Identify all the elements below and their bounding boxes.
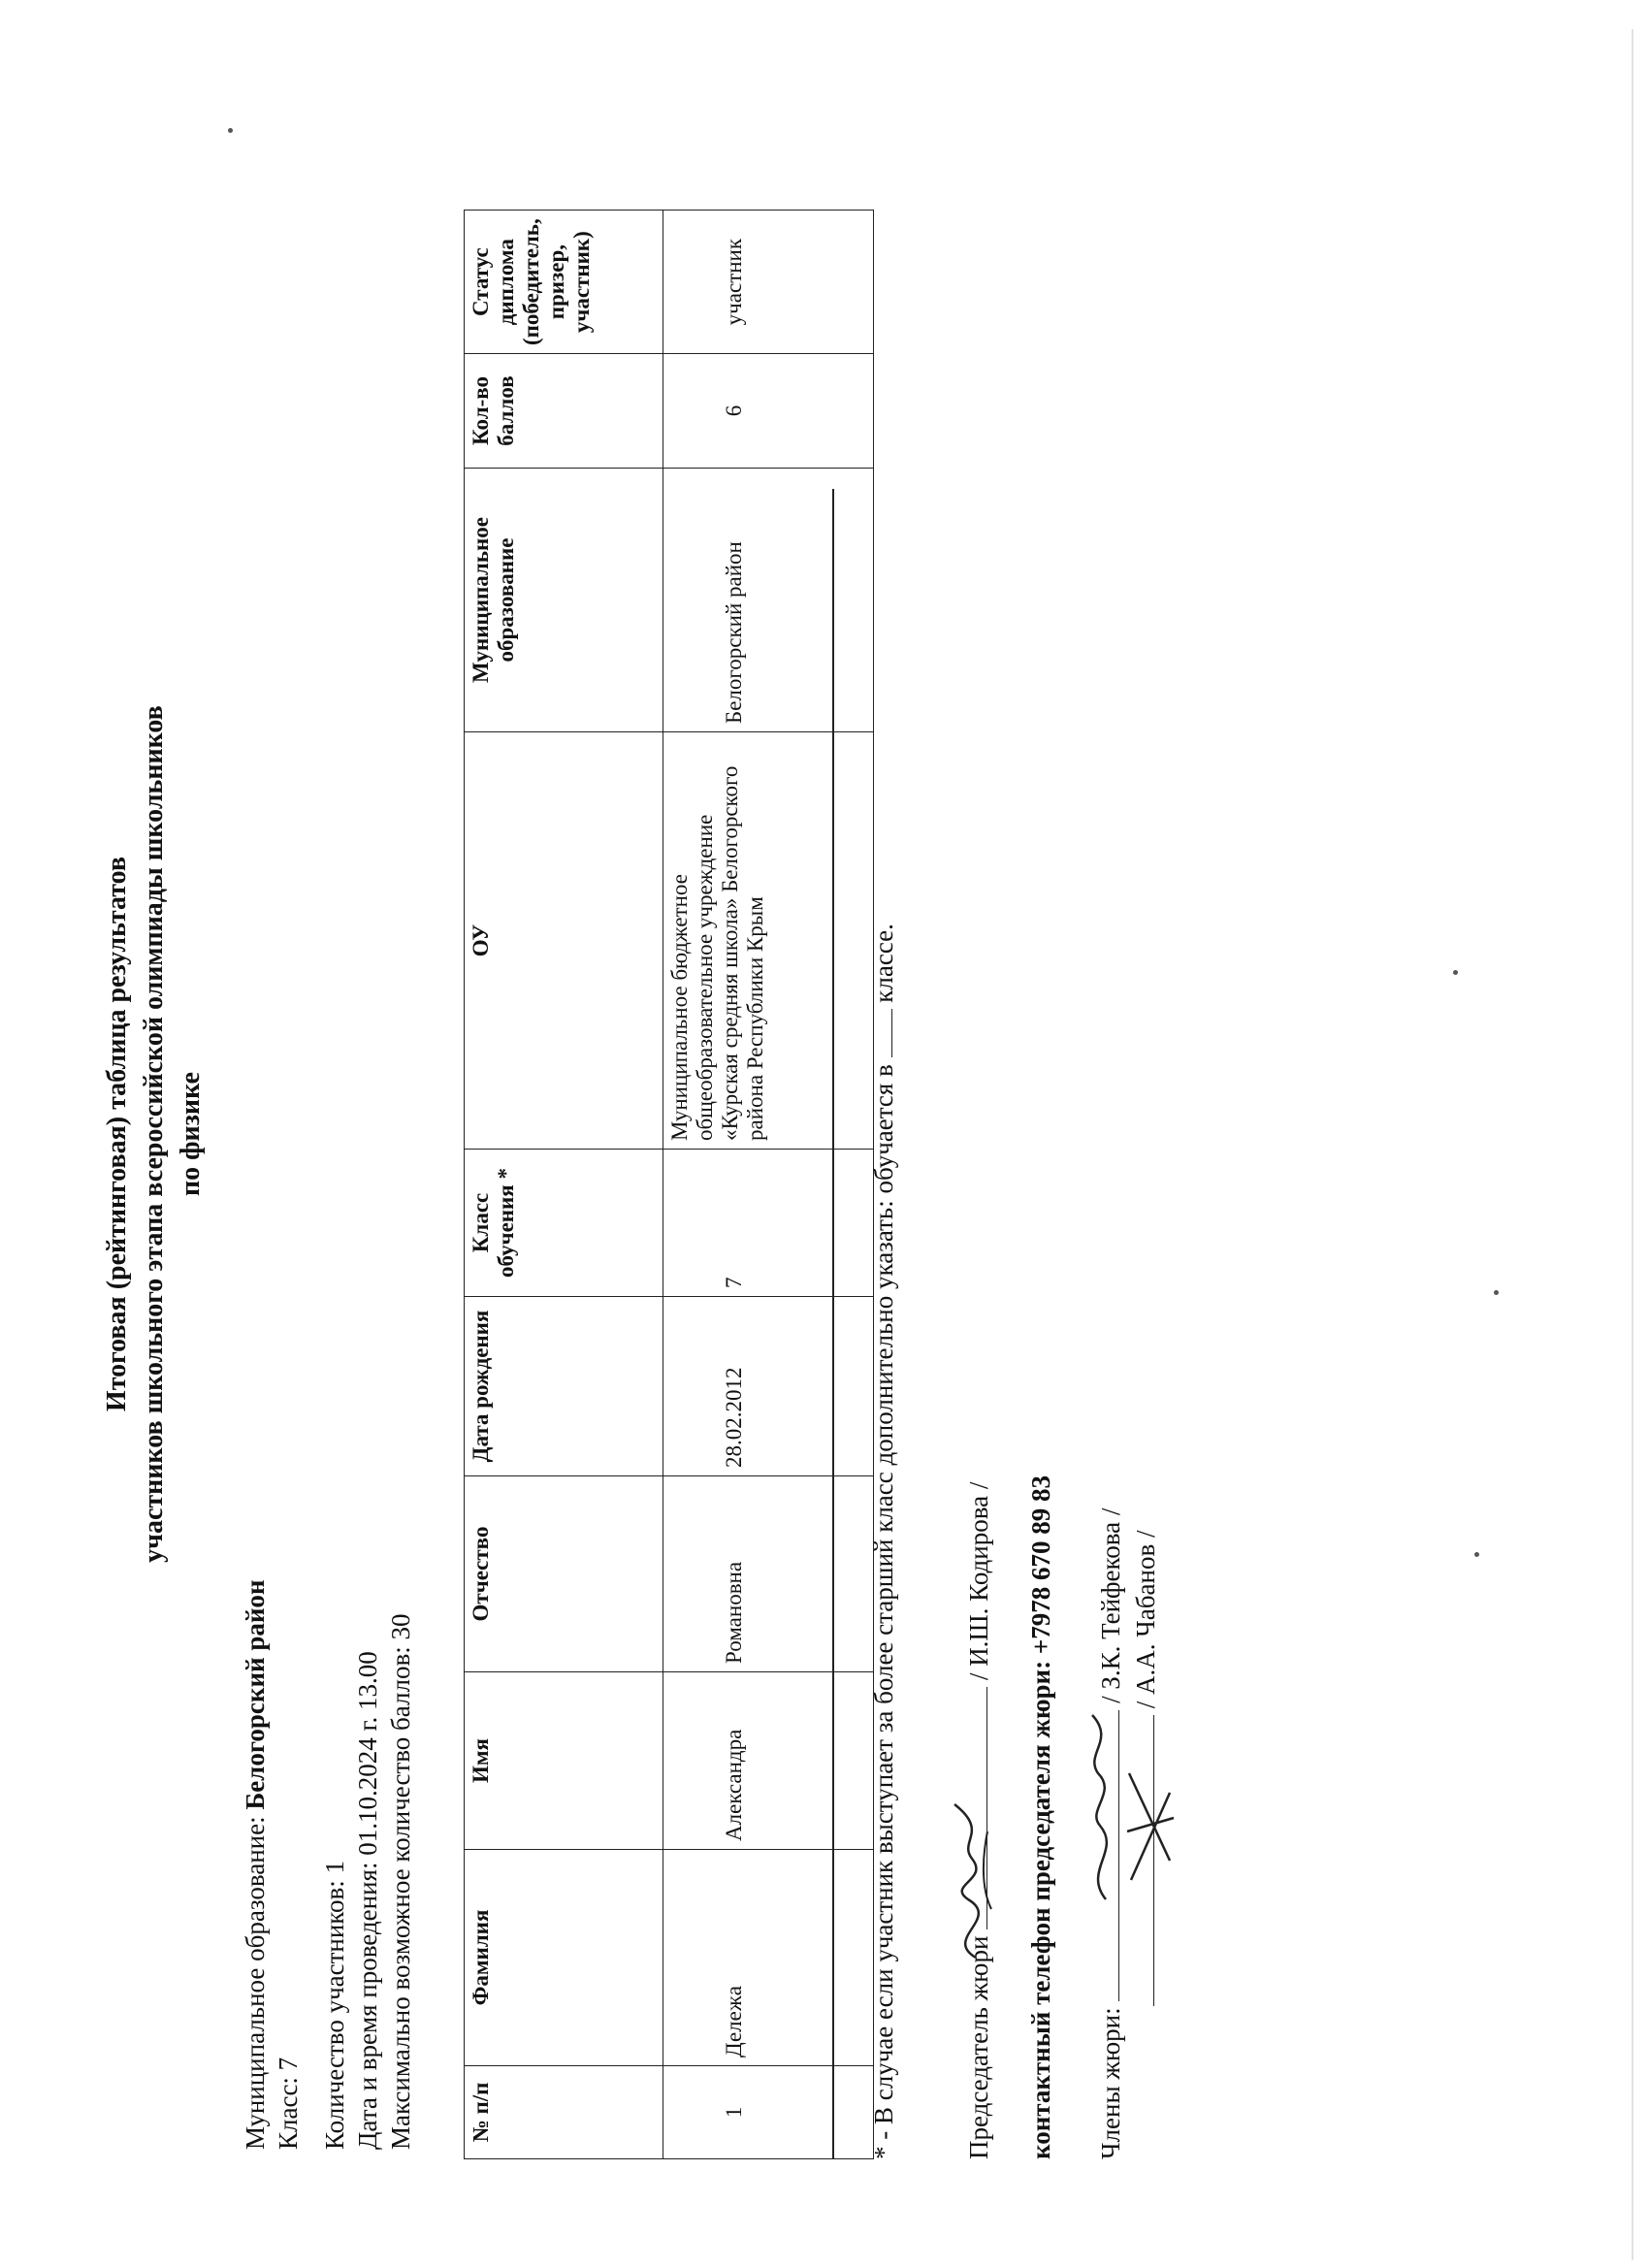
cell-municipality: Белогорский район (663, 469, 874, 732)
chair-label: Председатель жюри (964, 1935, 993, 2159)
separator-rule (832, 489, 834, 2159)
cell-score: 6 (663, 354, 874, 469)
cell-surname: Дележа (663, 1850, 874, 2066)
header-name: Имя (465, 1672, 663, 1850)
phone-value: +7978 670 89 83 (1026, 1475, 1055, 1655)
header-birth-date: Дата рождения (465, 1297, 663, 1476)
doc-title-line1: Итоговая (рейтинговая) таблица результатов (102, 856, 132, 1412)
doc-title-line3: по физике (176, 1072, 206, 1196)
phone-label: контактный телефон председателя жюри: (1026, 1660, 1055, 2159)
header-school: ОУ (465, 732, 663, 1150)
header-municipality: Муниципальное образование (465, 469, 663, 732)
table-row (663, 211, 874, 2159)
member-signatures (1073, 1705, 1180, 1919)
member2-name: / А.А. Чабанов / (1131, 1530, 1160, 1709)
table-header-row (465, 211, 663, 2159)
header-patronymic: Отчество (465, 1476, 663, 1672)
municipality-label: Муниципальное образование: (241, 1816, 270, 2150)
member1-name: / З.К. Тейфекова / (1096, 1507, 1125, 1703)
cell-birth-date: 28.02.2012 (663, 1297, 874, 1476)
cell-class: 7 (663, 1150, 874, 1297)
results-table (464, 210, 874, 2159)
footnote (869, 923, 898, 2159)
municipality-value: Белогорский район (241, 1579, 270, 1810)
members-label: Члены жюри: (1096, 2007, 1125, 2159)
cell-patronymic: Романовна (663, 1476, 874, 1672)
class-line: Класс: 7 (274, 2057, 303, 2150)
cell-school: Муниципальное бюджетное общеобразовательное учреждение «Курская средняя школа» Белогорского района Республики Крым (663, 732, 874, 1150)
cell-num: 1 (663, 2066, 874, 2159)
cell-name: Александра (663, 1672, 874, 1850)
date-line: Дата и время проведения: 01.10.2024 г. 13.00 (353, 1651, 382, 2150)
cell-status: участник (663, 211, 874, 354)
header-num: № п/п (465, 2066, 663, 2159)
participants-count-line: Количество участников: 1 (320, 1860, 349, 2150)
header-status: Статус диплома (победитель, призер, участник) (465, 211, 663, 354)
municipality-line (241, 1580, 270, 2150)
header-surname: Фамилия (465, 1850, 663, 2066)
header-score: Кол-во баллов (465, 354, 663, 469)
chair-name: / И.Ш. Кодирова / (964, 1481, 993, 1681)
max-score-line: Максимально возможное количество баллов: 30 (386, 1613, 415, 2150)
phone-line (1026, 1475, 1055, 2159)
footnote-blank (870, 1009, 892, 1057)
footnote-text: * - В случае если участник выступает за более старший класс дополнительно указать: обучается в (869, 1064, 898, 2159)
footnote-tail: классе. (869, 923, 898, 1003)
chair-signature (933, 1783, 1011, 1977)
header-class: Класс обучения * (465, 1150, 663, 1297)
doc-title-line2: участников школьного этапа всероссийской олимпиады школьников (139, 705, 169, 1563)
